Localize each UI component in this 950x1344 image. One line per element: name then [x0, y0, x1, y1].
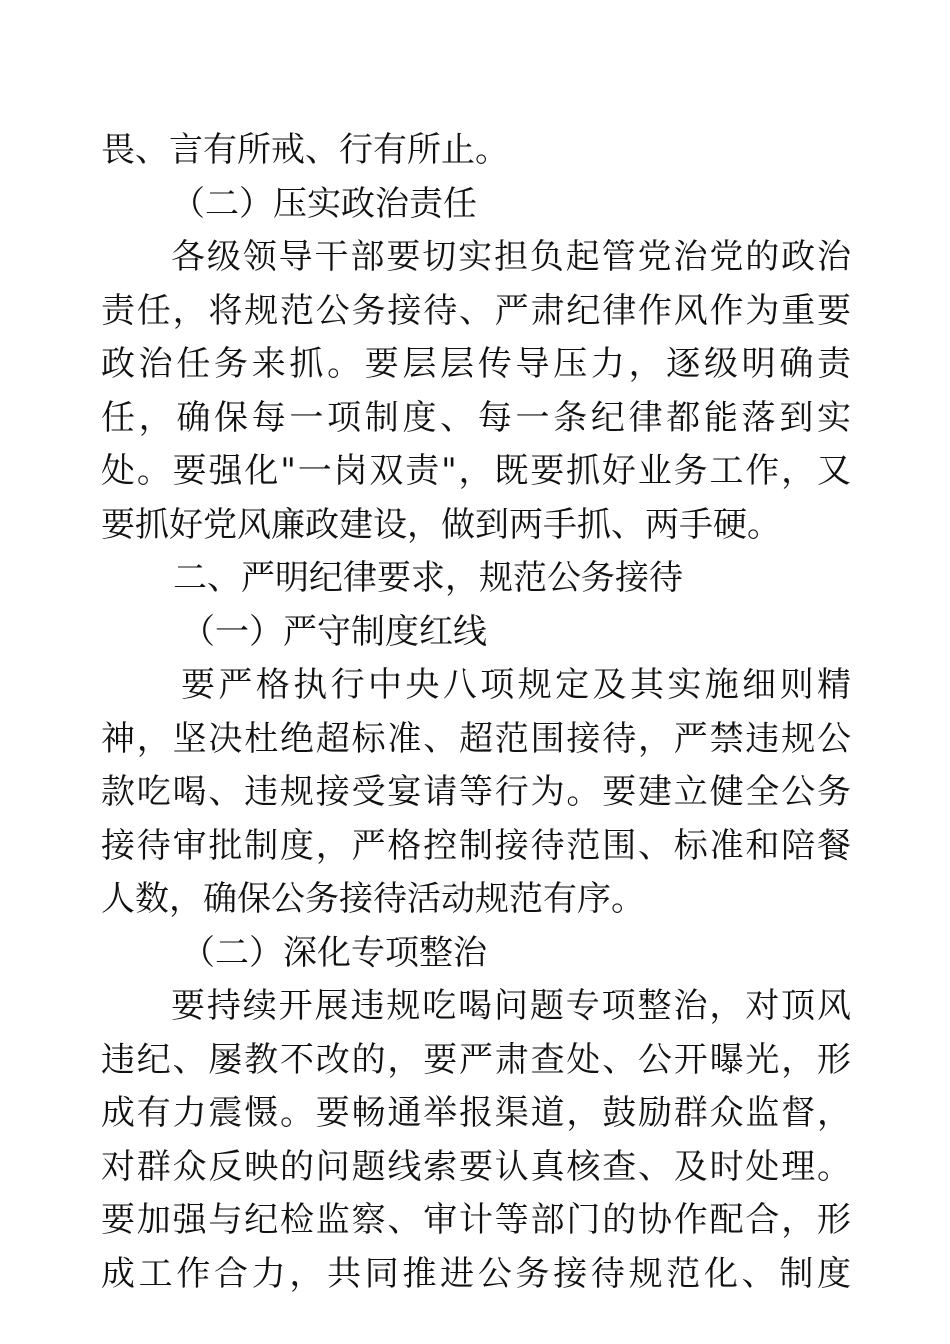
document-body — [101, 124, 851, 1301]
paragraph-line: 款吃喝、违规接受宴请等行为。要建立健全公务 — [101, 772, 851, 812]
paragraph-line: 成有力震慑。要畅通举报渠道，鼓励群众监督， — [101, 1093, 851, 1133]
paragraph-line: 政治任务来抓。要层层传导压力，逐级明确责 — [101, 344, 851, 384]
paragraph-line: 人数，确保公务接待活动规范有序。 — [101, 879, 645, 919]
paragraph-line: 接待审批制度，严格控制接待范围、标准和陪餐 — [101, 825, 851, 866]
paragraph-line: 责任，将规范公务接待、严肃纪律作风作为重要 — [101, 290, 851, 331]
section-heading: （二）深化专项整治 — [181, 932, 487, 973]
paragraph-line: 违纪、屡教不改的，要严肃查处、公开曝光，形 — [101, 1039, 851, 1080]
paragraph-line: 要持续开展违规吃喝问题专项整治，对顶风 — [171, 986, 851, 1026]
section-heading: （二）压实政治责任 — [171, 183, 477, 224]
section-heading: （一）严守制度红线 — [181, 611, 487, 652]
paragraph-line: 对群众反映的问题线索要认真核查、及时处理。 — [101, 1146, 851, 1187]
chapter-heading: 二、严明纪律要求，规范公务接待 — [173, 558, 683, 598]
paragraph-line: 神，坚决杜绝超标准、超范围接待，严禁违规公 — [101, 718, 851, 759]
paragraph-line: 处。要强化"一岗双责"，既要抓好业务工作，又 — [101, 451, 851, 491]
paragraph-line: 成工作合力，共同推进公务接待规范化、制度 — [101, 1253, 851, 1294]
paragraph-line: 任，确保每一项制度、每一条纪律都能落到实 — [101, 397, 851, 438]
paragraph-line: 要加强与纪检监察、审计等部门的协作配合，形 — [101, 1200, 851, 1240]
paragraph-line: 各级领导干部要切实担负起管党治党的政治 — [171, 237, 851, 277]
paragraph-line: 要抓好党风廉政建设，做到两手抓、两手硬。 — [101, 504, 781, 545]
paragraph-line: 要严格执行中央八项规定及其实施细则精 — [181, 665, 851, 705]
paragraph-line: 畏、言有所戒、行有所止。 — [101, 130, 509, 170]
